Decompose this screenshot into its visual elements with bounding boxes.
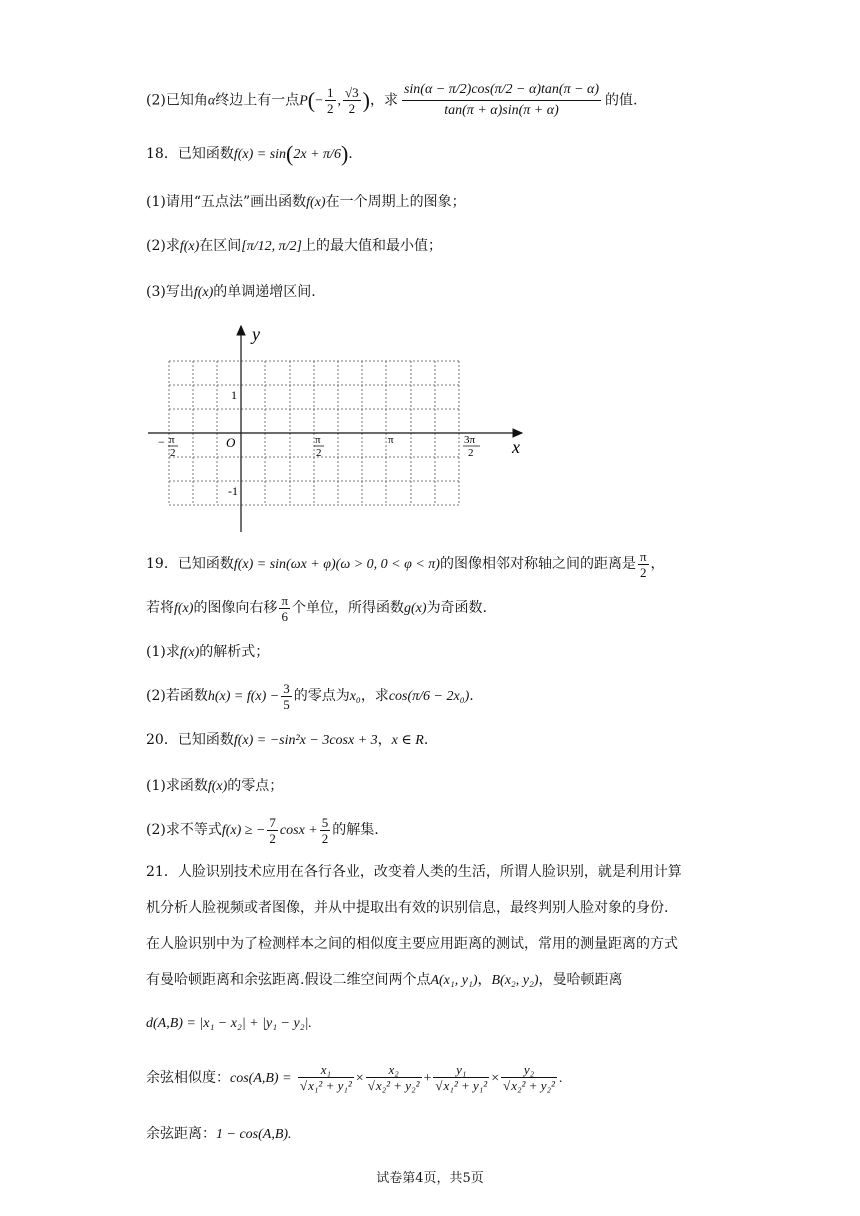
x-tick-neg-half-pi-sign: − <box>158 435 165 449</box>
q20-part1: (1)求函数f(x)的零点； <box>146 778 284 794</box>
x-tick-neg-half-pi-num: π <box>169 434 175 446</box>
q18-part2: (2)求f(x)在区间[π/12, π/2]上的最大值和最小值； <box>146 238 442 254</box>
q21-line1: 21．人脸识别技术应用在各行各业，改变着人类的生活，所谓人脸识别，就是利用计算 <box>146 864 682 880</box>
x-tick-pi: π <box>388 434 394 446</box>
point-p: P <box>299 93 308 109</box>
q17-mid: 终边上有一点 <box>215 92 300 109</box>
q18-stem: 18．已知函数f(x) = sin(2x + π/6). <box>146 141 353 166</box>
q18-part3: (3)写出f(x)的单调递增区间. <box>146 284 316 300</box>
q21-line3: 在人脸识别中为了检测样本之间的相似度主要应用距离的测试，常用的测量距离的方式 <box>146 936 678 952</box>
q21-line4: 有曼哈顿距离和余弦距离.假设二维空间两个点A(x₁, y₁)，B(x₂, y₂)，曼哈顿距离 <box>146 972 623 988</box>
origin-label: O <box>226 435 236 450</box>
x-tick-neg-half-pi-den: 2 <box>170 447 176 459</box>
y-axis-label: y <box>252 324 260 344</box>
x-frac: $\frac{1}{2}$ <box>327 85 334 116</box>
q21-line2: 机分析人脸视频或者图像，并从中提取出有效的识别信息，最终判别人脸对象的身份. <box>146 900 669 916</box>
q19-part2: (2)若函数h(x) = f(x) − $\frac{3}{5}$ 的零点为x₀，求cos(π/6 − 2x₀). <box>146 680 474 712</box>
x-tick-3half-pi-den: 2 <box>468 447 474 459</box>
y-tick-1: 1 <box>231 388 237 402</box>
y-frac: $\frac{√3}{2}$ <box>345 85 359 116</box>
x-tick-3half-pi-num: 3π <box>464 434 476 446</box>
q19-part1: (1)求f(x)的解析式； <box>146 644 270 660</box>
cosine-similarity-formula: 余弦相似度：cos(A,B) = $\frac{\text{x₁}}{\text{√x₁² + y₁²}}$ × $\frac{\text{x₂}}{\text{√x₂² + y₂²}}$ + $\frac{\text{y₁}}{\text{√x₁² + y₁²}}$ × $\frac{\text{y₂}}{\text{√x₂² + y₂²}}$ . <box>146 1062 563 1093</box>
x-axis-label: x <box>512 437 520 457</box>
alpha-symbol: α <box>207 93 216 109</box>
q17-prefix: (2)已知角 <box>146 92 208 109</box>
q19-stem: 19．已知函数f(x) = sin(ωx + φ)(ω > 0, 0 < φ < π)的图像相邻对称轴之间的距离是 $\frac{\pi}{2}$ ， <box>146 548 665 580</box>
q17-part2: (2)已知角α终边上有一点P(− $\frac{1}{2}$ , $\frac{√3}{2}$ )，求 $\frac{\sin(\alpha - \pi/2)\cos(\pi/2 - \alpha)\tan(\pi - \alpha)}{\tan(\pi + \alpha)\sin(\pi + \alpha)}$ 的值. <box>146 80 638 116</box>
coordinate-grid <box>140 318 540 536</box>
trig-fraction: $\frac{\sin(\alpha - \pi/2)\cos(\pi/2 - \alpha)\tan(\pi - \alpha)}{\tan(\pi + \alpha)\sin(\pi + \alpha)}$ <box>403 82 600 118</box>
q20-stem: 20．已知函数f(x) = −sin²x − 3cosx + 3，x ∈ R. <box>146 732 429 748</box>
x-tick-half-pi-num: π <box>315 434 321 446</box>
q18-part1: (1)请用“五点法”画出函数f(x)在一个周期上的图象； <box>146 194 466 210</box>
y-tick-neg1: -1 <box>228 484 238 498</box>
page-footer: 试卷第4页，共5页 <box>376 1171 484 1186</box>
q19-line2: 若将f(x)的图像向右移 $\frac{\pi}{6}$ 个单位，所得函数g(x)为奇函数. <box>146 592 488 624</box>
manhattan-distance-formula: d(A,B) = |x₁ − x₂| + |y₁ − y₂|. <box>146 1016 312 1031</box>
q20-part2: (2)求不等式f(x) ≥ − $\frac{7}{2}$ cosx + $\frac{5}{2}$ 的解集. <box>146 814 379 846</box>
x-tick-half-pi-den: 2 <box>316 447 322 459</box>
cosine-distance-formula: 余弦距离：1 − cos(A,B). <box>146 1126 292 1142</box>
